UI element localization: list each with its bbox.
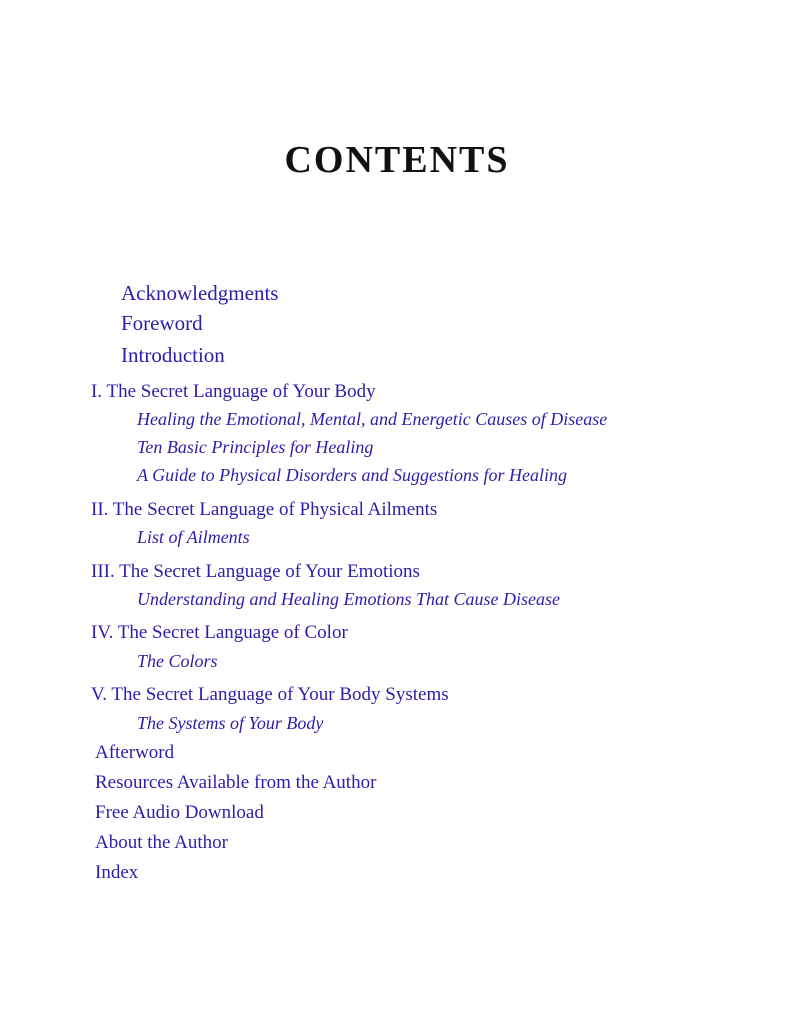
toc-part-4-link[interactable]: IV. The Secret Language of Color [91, 622, 348, 643]
toc-part-5-link[interactable]: V. The Secret Language of Your Body Systems [91, 684, 449, 705]
toc-index-link[interactable]: Index [95, 862, 139, 883]
toc-part-1-link[interactable]: I. The Secret Language of Your Body [91, 381, 376, 402]
toc-part-4-section-1-link[interactable]: The Colors [137, 651, 218, 671]
toc-part-1-section-2-link[interactable]: Ten Basic Principles for Healing [137, 437, 374, 457]
toc-part-5-section-1-link[interactable]: The Systems of Your Body [137, 713, 324, 733]
toc-foreword-link[interactable]: Foreword [121, 311, 203, 335]
toc-free-audio-link[interactable]: Free Audio Download [95, 802, 264, 823]
toc-part-1-section-3-link[interactable]: A Guide to Physical Disorders and Suggestions for Healing [137, 465, 567, 485]
toc-part-2-link[interactable]: II. The Secret Language of Physical Ailments [91, 499, 438, 520]
toc-resources-link[interactable]: Resources Available from the Author [95, 772, 377, 793]
toc-part-1-section-1-link[interactable]: Healing the Emotional, Mental, and Energetic Causes of Disease [137, 409, 608, 429]
toc-afterword-link[interactable]: Afterword [95, 742, 175, 763]
toc-part-3-section-1-link[interactable]: Understanding and Healing Emotions That Cause Disease [137, 589, 560, 609]
toc-introduction-link[interactable]: Introduction [121, 343, 225, 367]
toc-part-3-link[interactable]: III. The Secret Language of Your Emotions [91, 561, 420, 582]
page-title: CONTENTS [284, 139, 510, 181]
toc-acknowledgments-link[interactable]: Acknowledgments [121, 281, 279, 305]
toc-about-author-link[interactable]: About the Author [95, 832, 228, 853]
toc-part-2-section-1-link[interactable]: List of Ailments [137, 527, 250, 547]
